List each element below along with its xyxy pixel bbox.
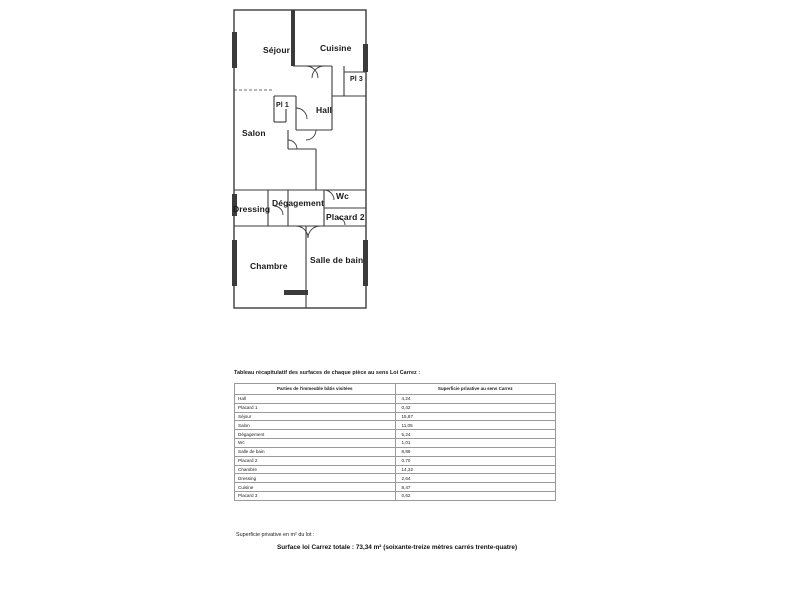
table-cell-room-name: Salon	[235, 421, 396, 430]
table-row	[235, 394, 556, 403]
table-row	[235, 465, 556, 474]
table-cell-room-surface: 8,47	[395, 483, 556, 492]
table-cell-room-name: Dressing	[235, 474, 396, 483]
room-label-wc: Wc	[336, 191, 349, 201]
table-cell-room-name: Wc	[235, 439, 396, 448]
table-cell-room-surface: 0,62	[395, 492, 556, 501]
table-cell-room-surface: 8,86	[395, 447, 556, 456]
room-label-salon: Salon	[242, 128, 266, 138]
room-label-chambre: Chambre	[250, 261, 288, 271]
room-label-placard-2: Placard 2	[326, 212, 365, 222]
table-cell-room-name: Placard 2	[235, 456, 396, 465]
table-cell-room-surface: 2,64	[395, 474, 556, 483]
table-cell-room-name: Chambre	[235, 465, 396, 474]
room-label-placard-1: Pl 1	[276, 102, 289, 109]
room-label-salle-de-bain: Salle de bain	[310, 255, 364, 265]
table-header-row	[235, 384, 556, 395]
room-label-degagement: Dégagement	[272, 198, 325, 208]
table-caption: Tableau récapitulatif des surfaces de chaque pièce au sens Loi Carrez :	[234, 370, 421, 376]
room-label-cuisine: Cuisine	[320, 43, 352, 53]
table-cell-room-name: Cuisine	[235, 483, 396, 492]
table-cell-room-surface: 0,70	[395, 456, 556, 465]
table-cell-room-name: Hall	[235, 394, 396, 403]
surface-loi-carrez-total: Surface loi Carrez totale : 73,34 m² (soixante-treize mètres carrés trente-quatre)	[277, 544, 518, 551]
table-cell-room-surface: 5,24	[395, 430, 556, 439]
table-cell-room-name: Séjour	[235, 412, 396, 421]
table-cell-room-name: Salle de bain	[235, 447, 396, 456]
table-row	[235, 403, 556, 412]
table-row	[235, 447, 556, 456]
table-row	[235, 483, 556, 492]
table-cell-room-surface: 11,05	[395, 421, 556, 430]
table-cell-room-surface: 0,42	[395, 403, 556, 412]
table-cell-room-name: Placard 1	[235, 403, 396, 412]
room-label-placard-3: Pl 3	[350, 76, 363, 83]
surface-privative-label: Superficie privative en m² du lot :	[236, 532, 315, 538]
table-cell-room-surface: 1,01	[395, 439, 556, 448]
table-row	[235, 492, 556, 501]
surface-summary-table	[234, 383, 556, 501]
room-label-sejour: Séjour	[263, 45, 291, 55]
room-label-dressing: Dressing	[233, 204, 271, 214]
table-cell-room-surface: 14,32	[395, 465, 556, 474]
table-cell-room-name: Dégagement	[235, 430, 396, 439]
table-cell-room-name: Placard 3	[235, 492, 396, 501]
table-row	[235, 456, 556, 465]
table-row	[235, 430, 556, 439]
table-header-rooms: Parties de l'immeuble bâtis visitées	[235, 384, 396, 395]
room-label-hall: Hall	[316, 105, 332, 115]
table-cell-room-surface: 4,24	[395, 394, 556, 403]
table-row	[235, 439, 556, 448]
table-row	[235, 474, 556, 483]
table-header-surface: Superficie privative au sens Carrez	[395, 384, 556, 395]
table-cell-room-surface: 15,87	[395, 412, 556, 421]
table-row	[235, 412, 556, 421]
table-row	[235, 421, 556, 430]
floor-plan-drawing	[228, 4, 378, 314]
